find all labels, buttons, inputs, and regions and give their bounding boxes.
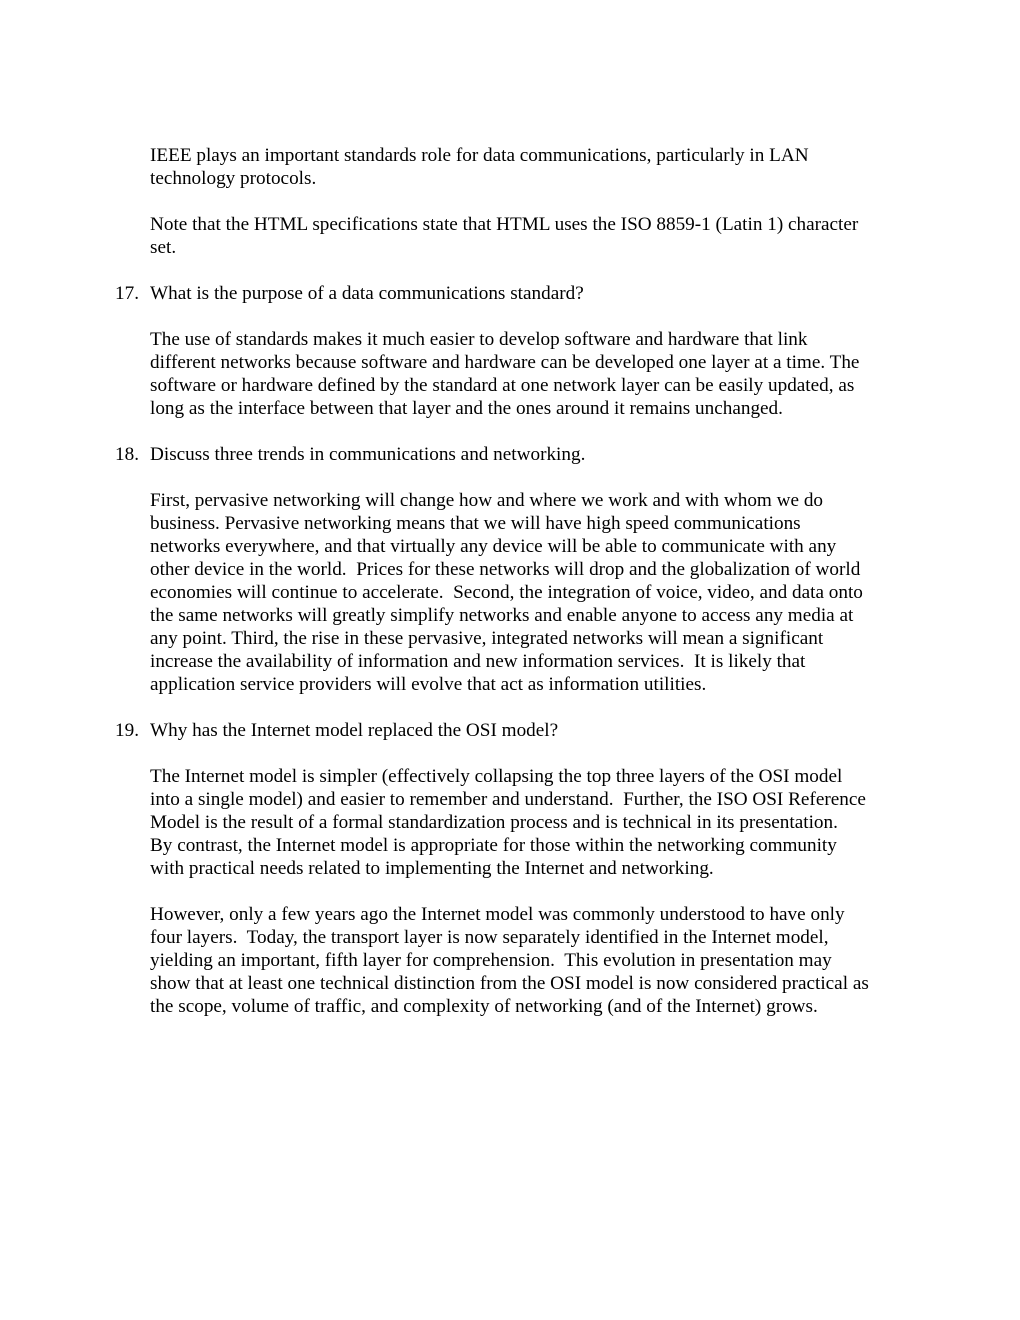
text-line: the same networks will greatly simplify networks and enable anyone to access any media at [150, 605, 854, 626]
text-line: increase the availability of information and new information services. It is likely that [150, 651, 806, 672]
text-line: The Internet model is simpler (effectively collapsing the top three layers of the OSI model [150, 766, 843, 787]
intro-paragraph-html [150, 213, 910, 259]
text-line: economies will continue to accelerate. Second, the integration of voice, video, and data onto [150, 582, 863, 603]
text-line: technology protocols. [150, 168, 317, 189]
question-text: Discuss three trends in communications and networking. [150, 444, 586, 465]
text-line: long as the interface between that layer and the ones around it remains unchanged. [150, 398, 783, 419]
question-19 [115, 719, 910, 742]
text-line: IEEE plays an important standards role for data communications, particularly in LAN [150, 145, 809, 166]
answer-18 [150, 489, 910, 696]
text-line: The use of standards makes it much easier to develop software and hardware that link [150, 329, 808, 350]
text-line: However, only a few years ago the Internet model was commonly understood to have only [150, 904, 845, 925]
question-number: 19. [115, 720, 139, 741]
text-line: four layers. Today, the transport layer is now separately identified in the Internet model, [150, 927, 829, 948]
text-line: any point. Third, the rise in these pervasive, integrated networks will mean a significant [150, 628, 824, 649]
answer-19-part-2 [150, 903, 910, 1018]
text-line: other device in the world. Prices for these networks will drop and the globalization of world [150, 559, 861, 580]
text-line: business. Pervasive networking means that we will have high speed communications [150, 513, 801, 534]
question-17 [115, 282, 910, 305]
question-18 [115, 443, 910, 466]
text-line: networks everywhere, and that virtually any device will be able to communicate with any [150, 536, 837, 557]
intro-paragraph-ieee [150, 144, 910, 190]
text-line: By contrast, the Internet model is appropriate for those within the networking community [150, 835, 837, 856]
answer-19-part-1 [150, 765, 910, 880]
text-line: Model is the result of a formal standardization process and is technical in its presentation. [150, 812, 838, 833]
answer-17 [150, 328, 910, 420]
text-line: set. [150, 237, 177, 258]
text-line: yielding an important, fifth layer for comprehension. This evolution in presentation may [150, 950, 832, 971]
text-line: different networks because software and hardware can be developed one layer at a time. The [150, 352, 860, 373]
text-line: Note that the HTML specifications state that HTML uses the ISO 8859-1 (Latin 1) character [150, 214, 859, 235]
text-line: software or hardware defined by the standard at one network layer can be easily updated, as [150, 375, 855, 396]
question-text: Why has the Internet model replaced the OSI model? [150, 720, 559, 741]
question-text: What is the purpose of a data communications standard? [150, 283, 584, 304]
question-number: 17. [115, 283, 139, 304]
question-number: 18. [115, 444, 139, 465]
text-line: First, pervasive networking will change how and where we work and with whom we do [150, 490, 824, 511]
text-line: the scope, volume of traffic, and complexity of networking (and of the Internet) grows. [150, 996, 818, 1017]
text-line: with practical needs related to implementing the Internet and networking. [150, 858, 714, 879]
text-line: show that at least one technical distinction from the OSI model is now considered practical as [150, 973, 869, 994]
text-line: application service providers will evolve that act as information utilities. [150, 674, 707, 695]
text-line: into a single model) and easier to remember and understand. Further, the ISO OSI Reference [150, 789, 866, 810]
